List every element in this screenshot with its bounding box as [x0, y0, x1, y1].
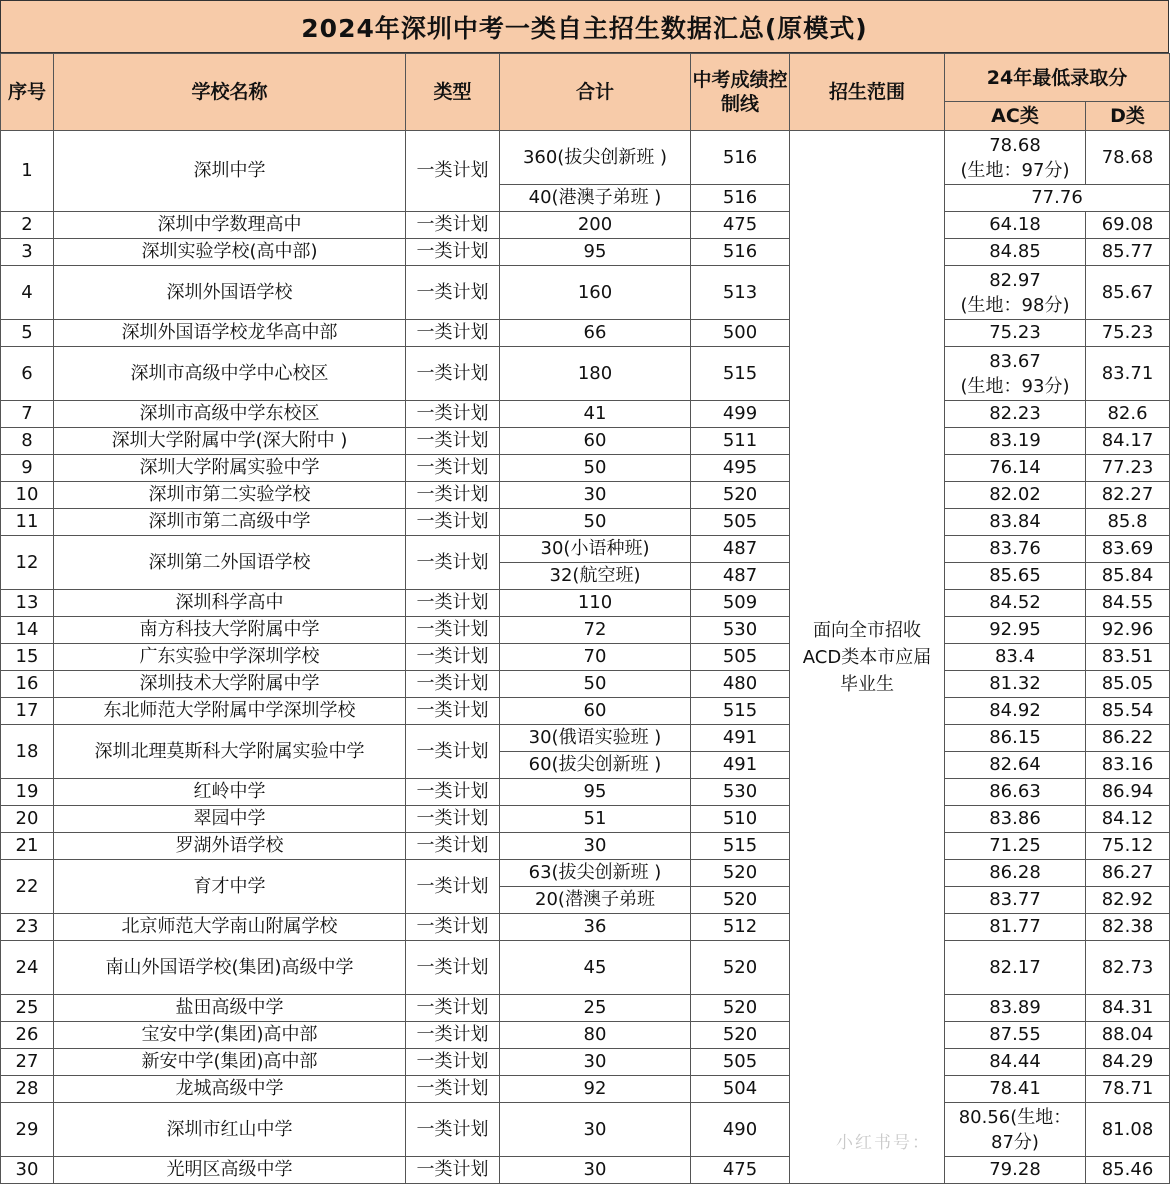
seq-cell: 2 — [1, 212, 54, 239]
ac-score-cell: 81.77 — [945, 914, 1086, 941]
ac-score-cell: 75.23 — [945, 320, 1086, 347]
ac-score-cell: 84.85 — [945, 239, 1086, 266]
seq-cell: 28 — [1, 1076, 54, 1103]
admission-table — [0, 53, 1170, 1184]
type-cell: 一类计划 — [406, 590, 500, 617]
school-name-cell: 红岭中学 — [54, 779, 406, 806]
total-cell: 30 — [500, 482, 691, 509]
header-seq: 序号 — [1, 54, 54, 131]
d-score-cell: 85.8 — [1086, 509, 1170, 536]
seq-cell: 23 — [1, 914, 54, 941]
seq-cell: 9 — [1, 455, 54, 482]
control-line-cell: 515 — [691, 833, 790, 860]
school-name-cell: 深圳大学附属中学(深大附中 ) — [54, 428, 406, 455]
seq-cell: 27 — [1, 1049, 54, 1076]
ac-score-cell: 78.41 — [945, 1076, 1086, 1103]
control-line-cell: 520 — [691, 995, 790, 1022]
table-row — [1, 131, 1170, 185]
control-line-cell: 520 — [691, 482, 790, 509]
total-cell: 40(港澳子弟班 ) — [500, 185, 691, 212]
total-cell: 360(拔尖创新班 ) — [500, 131, 691, 185]
type-cell: 一类计划 — [406, 833, 500, 860]
control-line-cell: 475 — [691, 1157, 790, 1184]
type-cell: 一类计划 — [406, 1076, 500, 1103]
control-line-cell: 516 — [691, 239, 790, 266]
control-line-cell: 509 — [691, 590, 790, 617]
ac-score-cell: 86.28 — [945, 860, 1086, 887]
table-row — [1, 455, 1170, 482]
table-row — [1, 536, 1170, 563]
d-score-cell: 83.69 — [1086, 536, 1170, 563]
table-row — [1, 1157, 1170, 1184]
total-cell: 72 — [500, 617, 691, 644]
d-score-cell: 85.05 — [1086, 671, 1170, 698]
school-name-cell: 新安中学(集团)高中部 — [54, 1049, 406, 1076]
total-cell: 41 — [500, 401, 691, 428]
control-line-cell: 504 — [691, 1076, 790, 1103]
total-cell: 70 — [500, 644, 691, 671]
d-score-cell: 84.17 — [1086, 428, 1170, 455]
ac-score-cell: 82.97 (生地：98分) — [945, 266, 1086, 320]
scope-cell: 面向全市招收ACD类本市应届毕业生 — [790, 131, 945, 1184]
school-name-cell: 深圳技术大学附属中学 — [54, 671, 406, 698]
table-row — [1, 833, 1170, 860]
control-line-cell: 505 — [691, 1049, 790, 1076]
ac-score-cell: 81.32 — [945, 671, 1086, 698]
control-line-cell: 510 — [691, 806, 790, 833]
total-cell: 50 — [500, 509, 691, 536]
school-name-cell: 育才中学 — [54, 860, 406, 914]
type-cell: 一类计划 — [406, 320, 500, 347]
control-line-cell: 475 — [691, 212, 790, 239]
table-row — [1, 1076, 1170, 1103]
total-cell: 60 — [500, 698, 691, 725]
type-cell: 一类计划 — [406, 455, 500, 482]
ac-score-cell: 86.63 — [945, 779, 1086, 806]
table-row — [1, 914, 1170, 941]
ac-score-cell: 83.4 — [945, 644, 1086, 671]
control-line-cell: 520 — [691, 941, 790, 995]
total-cell: 60 — [500, 428, 691, 455]
header-total: 合计 — [500, 54, 691, 131]
type-cell: 一类计划 — [406, 725, 500, 779]
ac-score-cell: 82.02 — [945, 482, 1086, 509]
type-cell: 一类计划 — [406, 347, 500, 401]
type-cell: 一类计划 — [406, 671, 500, 698]
type-cell: 一类计划 — [406, 698, 500, 725]
d-score-cell: 75.23 — [1086, 320, 1170, 347]
page-title: 2024年深圳中考一类自主招生数据汇总(原模式) — [0, 0, 1169, 53]
total-cell: 180 — [500, 347, 691, 401]
seq-cell: 11 — [1, 509, 54, 536]
seq-cell: 10 — [1, 482, 54, 509]
school-name-cell: 龙城高级中学 — [54, 1076, 406, 1103]
total-cell: 20(潜澳子弟班 — [500, 887, 691, 914]
table-row — [1, 617, 1170, 644]
control-line-cell: 505 — [691, 509, 790, 536]
control-line-cell: 516 — [691, 131, 790, 185]
control-line-cell: 491 — [691, 752, 790, 779]
table-row — [1, 671, 1170, 698]
school-name-cell: 南方科技大学附属中学 — [54, 617, 406, 644]
control-line-cell: 491 — [691, 725, 790, 752]
school-name-cell: 深圳中学 — [54, 131, 406, 212]
control-line-cell: 511 — [691, 428, 790, 455]
seq-cell: 12 — [1, 536, 54, 590]
table-row — [1, 1049, 1170, 1076]
type-cell: 一类计划 — [406, 1157, 500, 1184]
type-cell: 一类计划 — [406, 401, 500, 428]
total-cell: 30 — [500, 1103, 691, 1157]
total-cell: 25 — [500, 995, 691, 1022]
seq-cell: 6 — [1, 347, 54, 401]
table-row — [1, 509, 1170, 536]
table-row — [1, 428, 1170, 455]
table-row — [1, 239, 1170, 266]
school-name-cell: 光明区高级中学 — [54, 1157, 406, 1184]
ac-score-cell: 84.92 — [945, 698, 1086, 725]
ac-score-cell: 85.65 — [945, 563, 1086, 590]
control-line-cell: 487 — [691, 563, 790, 590]
total-cell: 92 — [500, 1076, 691, 1103]
d-score-cell: 88.04 — [1086, 1022, 1170, 1049]
ac-score-cell: 84.52 — [945, 590, 1086, 617]
type-cell: 一类计划 — [406, 1022, 500, 1049]
school-name-cell: 盐田高级中学 — [54, 995, 406, 1022]
type-cell: 一类计划 — [406, 779, 500, 806]
d-score-cell: 85.77 — [1086, 239, 1170, 266]
total-cell: 95 — [500, 239, 691, 266]
total-cell: 51 — [500, 806, 691, 833]
school-name-cell: 深圳市高级中学东校区 — [54, 401, 406, 428]
total-cell: 30(小语种班) — [500, 536, 691, 563]
school-name-cell: 深圳外国语学校 — [54, 266, 406, 320]
type-cell: 一类计划 — [406, 239, 500, 266]
type-cell: 一类计划 — [406, 644, 500, 671]
school-name-cell: 宝安中学(集团)高中部 — [54, 1022, 406, 1049]
control-line-cell: 513 — [691, 266, 790, 320]
d-score-cell: 84.55 — [1086, 590, 1170, 617]
type-cell: 一类计划 — [406, 212, 500, 239]
school-name-cell: 深圳市高级中学中心校区 — [54, 347, 406, 401]
header-min-score: 24年最低录取分 — [945, 54, 1170, 102]
seq-cell: 30 — [1, 1157, 54, 1184]
ac-score-cell: 92.95 — [945, 617, 1086, 644]
total-cell: 50 — [500, 671, 691, 698]
type-cell: 一类计划 — [406, 941, 500, 995]
seq-cell: 15 — [1, 644, 54, 671]
type-cell: 一类计划 — [406, 914, 500, 941]
ac-score-cell: 78.68 (生地：97分) — [945, 131, 1086, 185]
ac-score-cell: 83.76 — [945, 536, 1086, 563]
table-row — [1, 590, 1170, 617]
school-name-cell: 深圳市第二高级中学 — [54, 509, 406, 536]
d-score-cell: 84.29 — [1086, 1049, 1170, 1076]
d-score-cell: 75.12 — [1086, 833, 1170, 860]
type-cell: 一类计划 — [406, 536, 500, 590]
seq-cell: 25 — [1, 995, 54, 1022]
seq-cell: 29 — [1, 1103, 54, 1157]
type-cell: 一类计划 — [406, 509, 500, 536]
ac-score-cell: 86.15 — [945, 725, 1086, 752]
ac-score-cell: 87.55 — [945, 1022, 1086, 1049]
d-score-cell: 86.94 — [1086, 779, 1170, 806]
ac-score-cell: 83.84 — [945, 509, 1086, 536]
d-score-cell: 92.96 — [1086, 617, 1170, 644]
total-cell: 36 — [500, 914, 691, 941]
control-line-cell: 500 — [691, 320, 790, 347]
total-cell: 63(拔尖创新班 ) — [500, 860, 691, 887]
total-cell: 60(拔尖创新班 ) — [500, 752, 691, 779]
table-row — [1, 941, 1170, 995]
control-line-cell: 480 — [691, 671, 790, 698]
d-score-cell: 83.16 — [1086, 752, 1170, 779]
control-line-cell: 512 — [691, 914, 790, 941]
d-score-cell: 84.12 — [1086, 806, 1170, 833]
table-body — [1, 131, 1170, 1184]
type-cell: 一类计划 — [406, 806, 500, 833]
seq-cell: 5 — [1, 320, 54, 347]
school-name-cell: 广东实验中学深圳学校 — [54, 644, 406, 671]
table-row — [1, 212, 1170, 239]
seq-cell: 24 — [1, 941, 54, 995]
type-cell: 一类计划 — [406, 428, 500, 455]
d-score-cell: 69.08 — [1086, 212, 1170, 239]
d-score-cell: 78.71 — [1086, 1076, 1170, 1103]
table-row — [1, 482, 1170, 509]
seq-cell: 20 — [1, 806, 54, 833]
total-cell: 66 — [500, 320, 691, 347]
type-cell: 一类计划 — [406, 266, 500, 320]
ac-score-cell: 82.17 — [945, 941, 1086, 995]
total-cell: 95 — [500, 779, 691, 806]
table-row — [1, 320, 1170, 347]
total-cell: 32(航空班) — [500, 563, 691, 590]
type-cell: 一类计划 — [406, 995, 500, 1022]
type-cell: 一类计划 — [406, 617, 500, 644]
type-cell: 一类计划 — [406, 1103, 500, 1157]
ac-score-cell: 77.76 — [945, 185, 1170, 212]
type-cell: 一类计划 — [406, 131, 500, 212]
d-score-cell: 86.27 — [1086, 860, 1170, 887]
table-row — [1, 725, 1170, 752]
school-name-cell: 深圳实验学校(高中部) — [54, 239, 406, 266]
control-line-cell: 530 — [691, 779, 790, 806]
ac-score-cell: 83.86 — [945, 806, 1086, 833]
seq-cell: 22 — [1, 860, 54, 914]
d-score-cell: 84.31 — [1086, 995, 1170, 1022]
d-score-cell: 82.38 — [1086, 914, 1170, 941]
school-name-cell: 罗湖外语学校 — [54, 833, 406, 860]
header-d: D类 — [1086, 102, 1170, 131]
header-control-line: 中考成绩控制线 — [691, 54, 790, 131]
school-name-cell: 北京师范大学南山附属学校 — [54, 914, 406, 941]
table-row — [1, 806, 1170, 833]
school-name-cell: 深圳科学高中 — [54, 590, 406, 617]
header-scope: 招生范围 — [790, 54, 945, 131]
d-score-cell: 82.73 — [1086, 941, 1170, 995]
total-cell: 30 — [500, 1157, 691, 1184]
seq-cell: 16 — [1, 671, 54, 698]
school-name-cell: 深圳外国语学校龙华高中部 — [54, 320, 406, 347]
school-name-cell: 东北师范大学附属中学深圳学校 — [54, 698, 406, 725]
school-name-cell: 深圳大学附属实验中学 — [54, 455, 406, 482]
header-type: 类型 — [406, 54, 500, 131]
control-line-cell: 505 — [691, 644, 790, 671]
seq-cell: 4 — [1, 266, 54, 320]
ac-score-cell: 80.56(生地： 87分) — [945, 1103, 1086, 1157]
seq-cell: 19 — [1, 779, 54, 806]
total-cell: 110 — [500, 590, 691, 617]
control-line-cell: 520 — [691, 1022, 790, 1049]
d-score-cell: 81.08 — [1086, 1103, 1170, 1157]
control-line-cell: 515 — [691, 698, 790, 725]
control-line-cell: 487 — [691, 536, 790, 563]
total-cell: 30(俄语实验班 ) — [500, 725, 691, 752]
ac-score-cell: 83.67 (生地：93分) — [945, 347, 1086, 401]
control-line-cell: 490 — [691, 1103, 790, 1157]
ac-score-cell: 71.25 — [945, 833, 1086, 860]
d-score-cell: 82.92 — [1086, 887, 1170, 914]
seq-cell: 8 — [1, 428, 54, 455]
type-cell: 一类计划 — [406, 860, 500, 914]
d-score-cell: 85.46 — [1086, 1157, 1170, 1184]
d-score-cell: 85.84 — [1086, 563, 1170, 590]
school-name-cell: 深圳第二外国语学校 — [54, 536, 406, 590]
ac-score-cell: 83.19 — [945, 428, 1086, 455]
d-score-cell: 78.68 — [1086, 131, 1170, 185]
total-cell: 50 — [500, 455, 691, 482]
table-row — [1, 779, 1170, 806]
ac-score-cell: 79.28 — [945, 1157, 1086, 1184]
control-line-cell: 516 — [691, 185, 790, 212]
total-cell: 160 — [500, 266, 691, 320]
table-row — [1, 1022, 1170, 1049]
school-name-cell: 翠园中学 — [54, 806, 406, 833]
d-score-cell: 86.22 — [1086, 725, 1170, 752]
control-line-cell: 499 — [691, 401, 790, 428]
seq-cell: 3 — [1, 239, 54, 266]
seq-cell: 26 — [1, 1022, 54, 1049]
control-line-cell: 530 — [691, 617, 790, 644]
school-name-cell: 深圳中学数理高中 — [54, 212, 406, 239]
d-score-cell: 85.54 — [1086, 698, 1170, 725]
total-cell: 80 — [500, 1022, 691, 1049]
school-name-cell: 深圳市红山中学 — [54, 1103, 406, 1157]
total-cell: 30 — [500, 1049, 691, 1076]
seq-cell: 18 — [1, 725, 54, 779]
d-score-cell: 82.27 — [1086, 482, 1170, 509]
type-cell: 一类计划 — [406, 482, 500, 509]
total-cell: 30 — [500, 833, 691, 860]
d-score-cell: 85.67 — [1086, 266, 1170, 320]
school-name-cell: 南山外国语学校(集团)高级中学 — [54, 941, 406, 995]
watermark-text: 小红书号： — [836, 1133, 931, 1153]
table-row — [1, 1103, 1170, 1157]
table-row — [1, 698, 1170, 725]
ac-score-cell: 84.44 — [945, 1049, 1086, 1076]
control-line-cell: 520 — [691, 860, 790, 887]
control-line-cell: 515 — [691, 347, 790, 401]
table-row — [1, 644, 1170, 671]
d-score-cell: 83.71 — [1086, 347, 1170, 401]
seq-cell: 14 — [1, 617, 54, 644]
seq-cell: 13 — [1, 590, 54, 617]
table-row — [1, 401, 1170, 428]
table-row — [1, 266, 1170, 320]
type-cell: 一类计划 — [406, 1049, 500, 1076]
ac-score-cell: 64.18 — [945, 212, 1086, 239]
control-line-cell: 520 — [691, 887, 790, 914]
total-cell: 45 — [500, 941, 691, 995]
seq-cell: 7 — [1, 401, 54, 428]
ac-score-cell: 82.23 — [945, 401, 1086, 428]
d-score-cell: 82.6 — [1086, 401, 1170, 428]
ac-score-cell: 76.14 — [945, 455, 1086, 482]
d-score-cell: 83.51 — [1086, 644, 1170, 671]
table-row — [1, 860, 1170, 887]
total-cell: 200 — [500, 212, 691, 239]
ac-score-cell: 83.89 — [945, 995, 1086, 1022]
ac-score-cell: 83.77 — [945, 887, 1086, 914]
control-line-cell: 495 — [691, 455, 790, 482]
header-school: 学校名称 — [54, 54, 406, 131]
seq-cell: 1 — [1, 131, 54, 212]
ac-score-cell: 82.64 — [945, 752, 1086, 779]
school-name-cell: 深圳市第二实验学校 — [54, 482, 406, 509]
school-name-cell: 深圳北理莫斯科大学附属实验中学 — [54, 725, 406, 779]
header-ac: AC类 — [945, 102, 1086, 131]
d-score-cell: 77.23 — [1086, 455, 1170, 482]
table-row — [1, 995, 1170, 1022]
seq-cell: 21 — [1, 833, 54, 860]
seq-cell: 17 — [1, 698, 54, 725]
table-row — [1, 347, 1170, 401]
